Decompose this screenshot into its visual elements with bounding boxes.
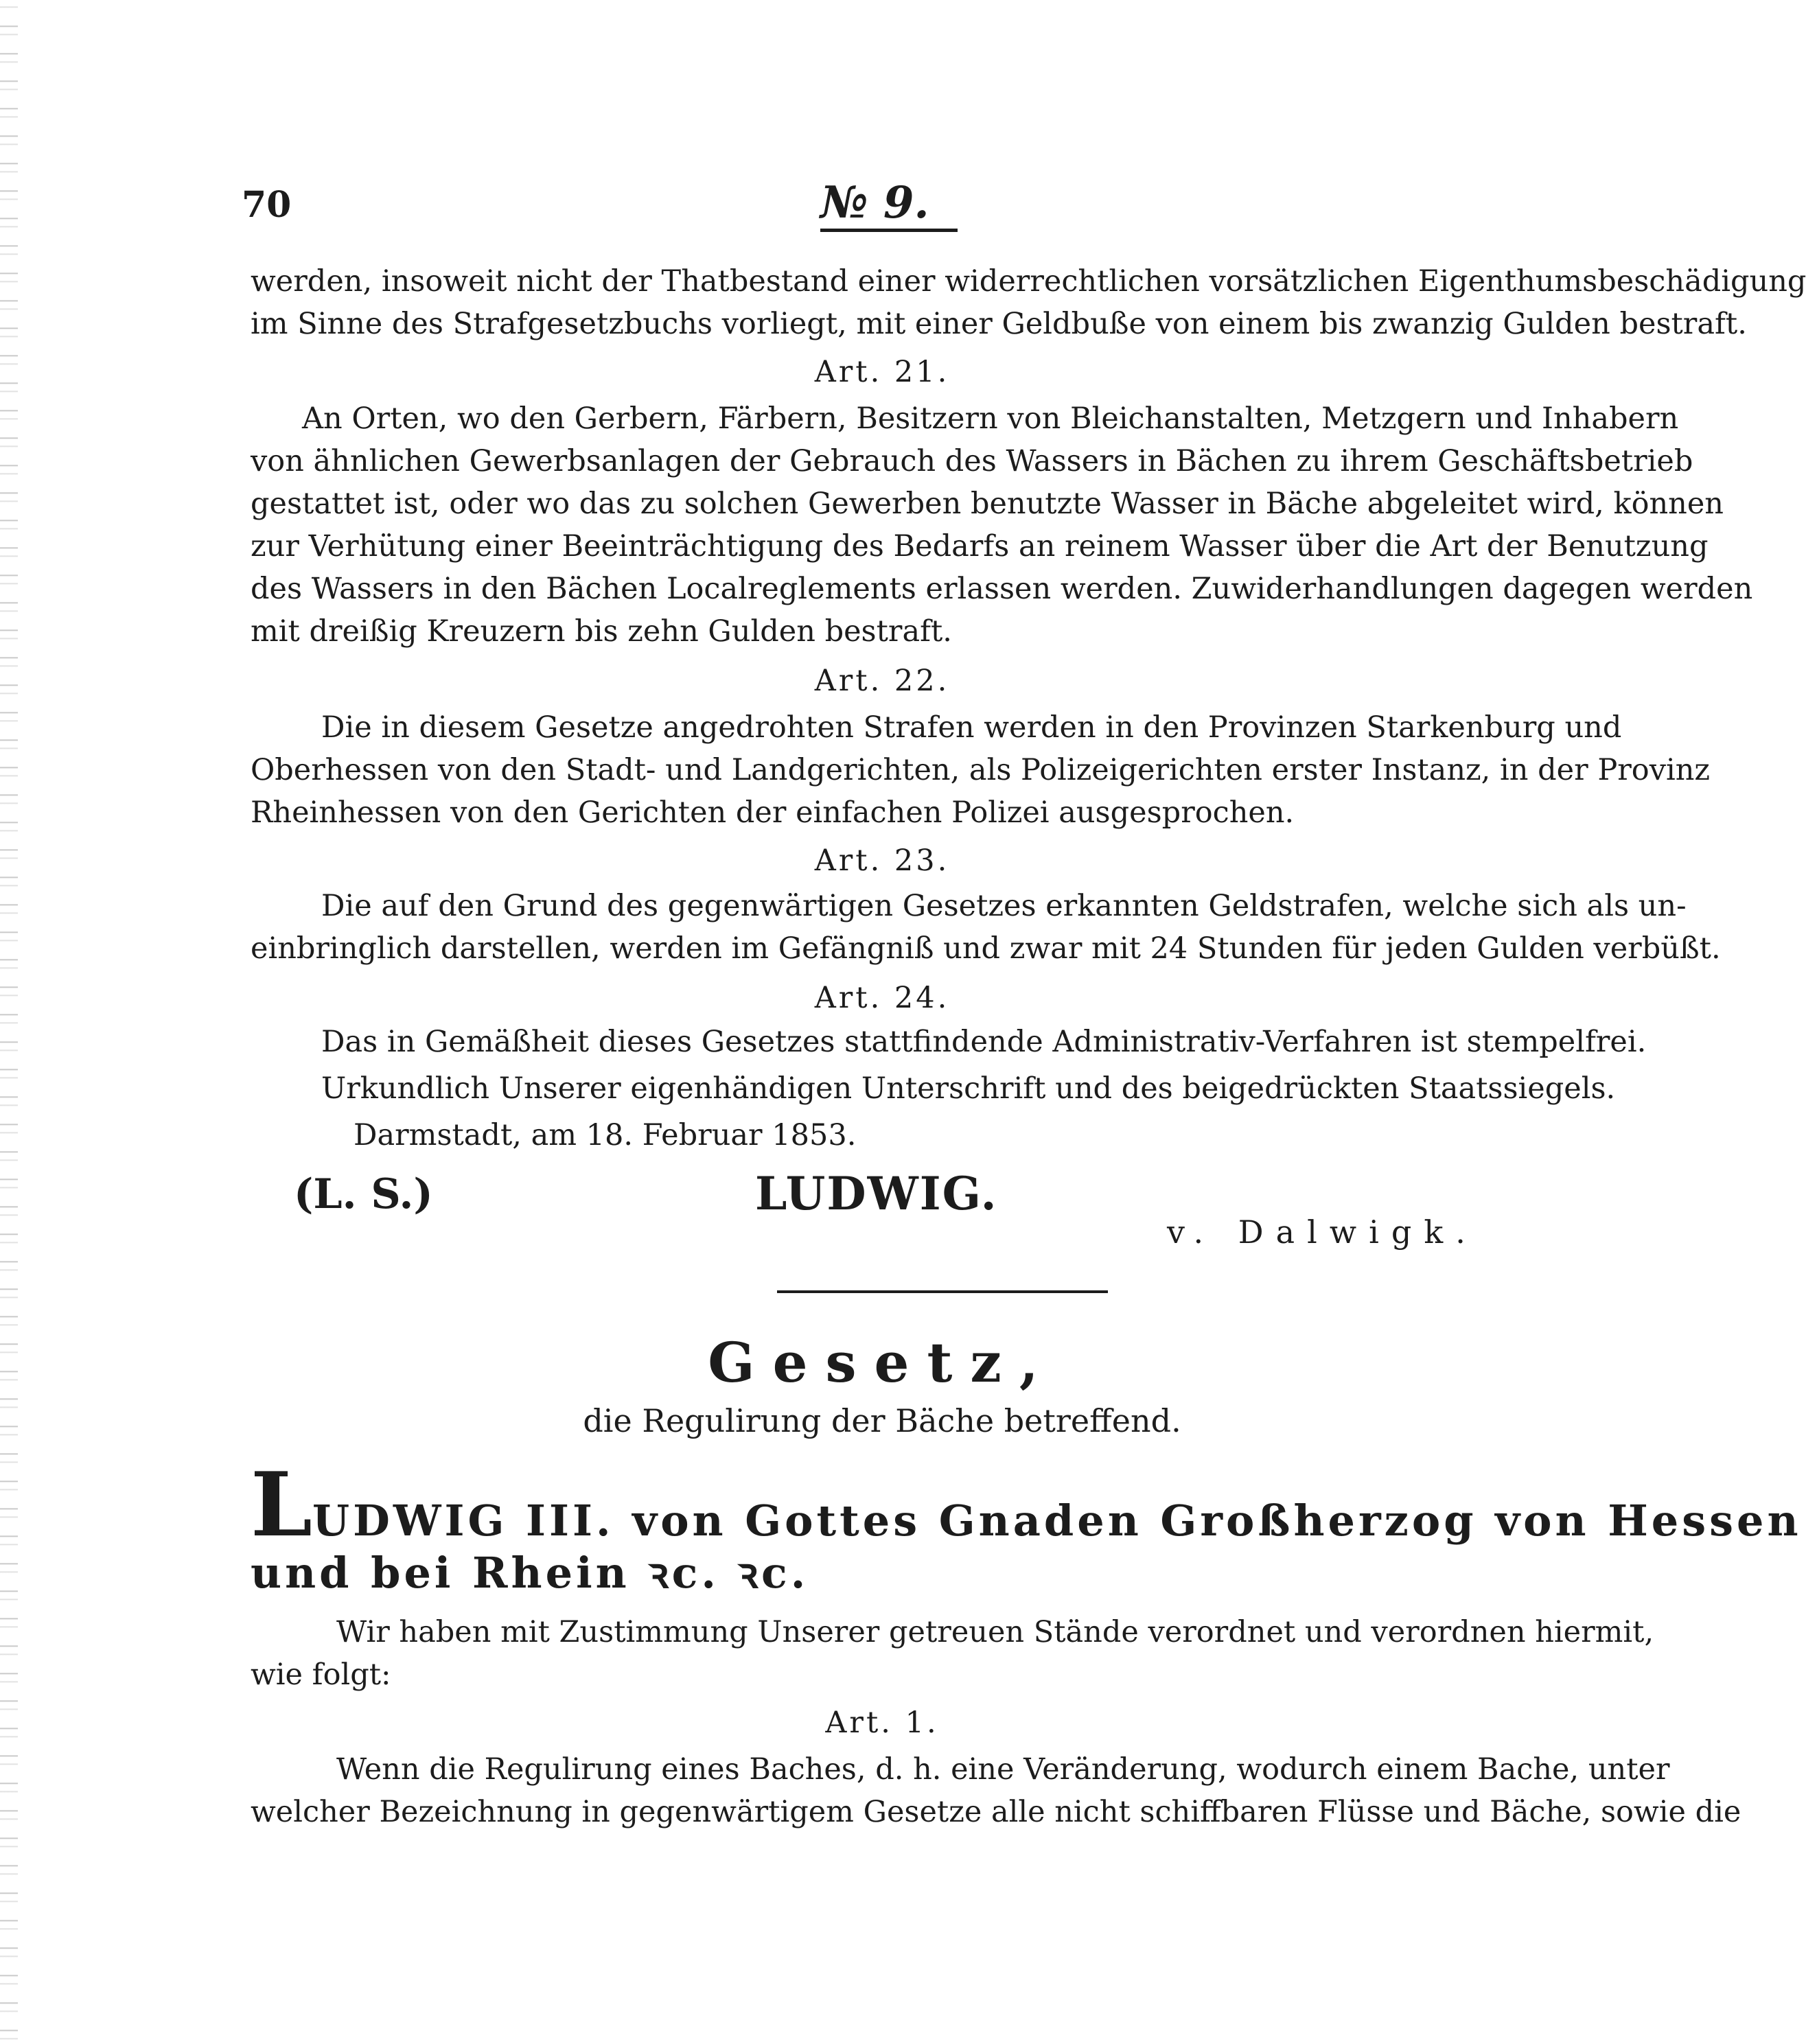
body-line: Wenn die Regulirung eines Baches, d. h. eine Veränderung, wodurch einem Bache, unter bbox=[336, 1752, 1670, 1787]
body-line: des Wassers in den Bächen Localreglements erlassen werden. Zuwiderhandlungen dagegen werden bbox=[251, 572, 1753, 606]
body-line: werden, insoweit nicht der Thatbestand einer widerrechtlichen vorsätzlichen Eigenthumsbeschädigung bbox=[251, 264, 1806, 299]
article-title: Art. 1. bbox=[825, 1706, 939, 1740]
issue-number: № 9. bbox=[820, 177, 929, 229]
body-line: Die in diesem Gesetze angedrohten Strafen werden in den Provinzen Starkenburg und bbox=[321, 710, 1622, 745]
law-subtitle: die Regulirung der Bäche betreffend. bbox=[583, 1402, 1181, 1439]
royal-title: UDWIG III. von Gottes Gnaden Großherzog von Hessen bbox=[312, 1496, 1802, 1546]
body-line: Die auf den Grund des gegenwärtigen Gesetzes erkannten Geldstrafen, welche sich als un- bbox=[321, 889, 1687, 923]
article-title: Art. 24. bbox=[814, 981, 950, 1015]
section-separator bbox=[777, 1290, 1108, 1293]
scan-edge bbox=[0, 0, 18, 2044]
attestation: Urkundlich Unserer eigenhändigen Unterschrift und des beigedrückten Staatssiegels. bbox=[321, 1071, 1616, 1106]
sovereign-signature: LUDWIG. bbox=[755, 1167, 998, 1220]
body-line: mit dreißig Kreuzern bis zehn Gulden bestraft. bbox=[251, 614, 952, 649]
body-line: Rheinhessen von den Gerichten der einfachen Polizei ausgesprochen. bbox=[251, 795, 1295, 830]
royal-intro-line bbox=[251, 1454, 1802, 1557]
minister-signature: v. Dalwigk. bbox=[1167, 1213, 1478, 1251]
body-line: zur Verhütung einer Beeinträchtigung des Bedarfs an reinem Wasser über die Art der Benutzung bbox=[251, 529, 1709, 564]
body-line: An Orten, wo den Gerbern, Färbern, Besitzern von Bleichanstalten, Metzgern und Inhabern bbox=[302, 402, 1679, 436]
seal-mark: (L. S.) bbox=[294, 1170, 433, 1218]
body-line: welcher Bezeichnung in gegenwärtigem Gesetze alle nicht schiffbaren Flüsse und Bäche, sowie die bbox=[251, 1795, 1741, 1829]
body-line: wie folgt: bbox=[251, 1658, 391, 1692]
royal-intro-line: und bei Rhein ꝛc. ꝛc. bbox=[251, 1548, 809, 1598]
place-date: Darmstadt, am 18. Februar 1853. bbox=[354, 1118, 857, 1152]
body-line: einbringlich darstellen, werden im Gefängniß und zwar mit 24 Stunden für jeden Gulden verbüßt. bbox=[251, 931, 1721, 966]
body-line: Oberhessen von den Stadt- und Landgerichten, als Polizeigerichten erster Instanz, in der Provinz bbox=[251, 753, 1711, 787]
body-line: im Sinne des Strafgesetzbuchs vorliegt, mit einer Geldbuße von einem bis zwanzig Gulden bestraft. bbox=[251, 307, 1747, 341]
body-line: Wir haben mit Zustimmung Unserer getreuen Stände verordnet und verordnen hiermit, bbox=[336, 1615, 1654, 1649]
law-heading: Gesetz, bbox=[708, 1330, 1056, 1395]
body-line: von ähnlichen Gewerbsanlagen der Gebrauch des Wassers in Bächen zu ihrem Geschäftsbetrieb bbox=[251, 444, 1693, 478]
drop-cap: L bbox=[251, 1454, 312, 1557]
body-line: Das in Gemäßheit dieses Gesetzes stattfindende Administrativ-Verfahren ist stempelfrei. bbox=[321, 1025, 1647, 1059]
page-number: 70 bbox=[242, 184, 292, 226]
article-title: Art. 23. bbox=[814, 844, 950, 878]
issue-underline bbox=[820, 229, 958, 232]
body-line: gestattet ist, oder wo das zu solchen Gewerben benutzte Wasser in Bäche abgeleitet wird, können bbox=[251, 487, 1724, 521]
article-title: Art. 21. bbox=[814, 355, 950, 389]
article-title: Art. 22. bbox=[814, 664, 950, 698]
